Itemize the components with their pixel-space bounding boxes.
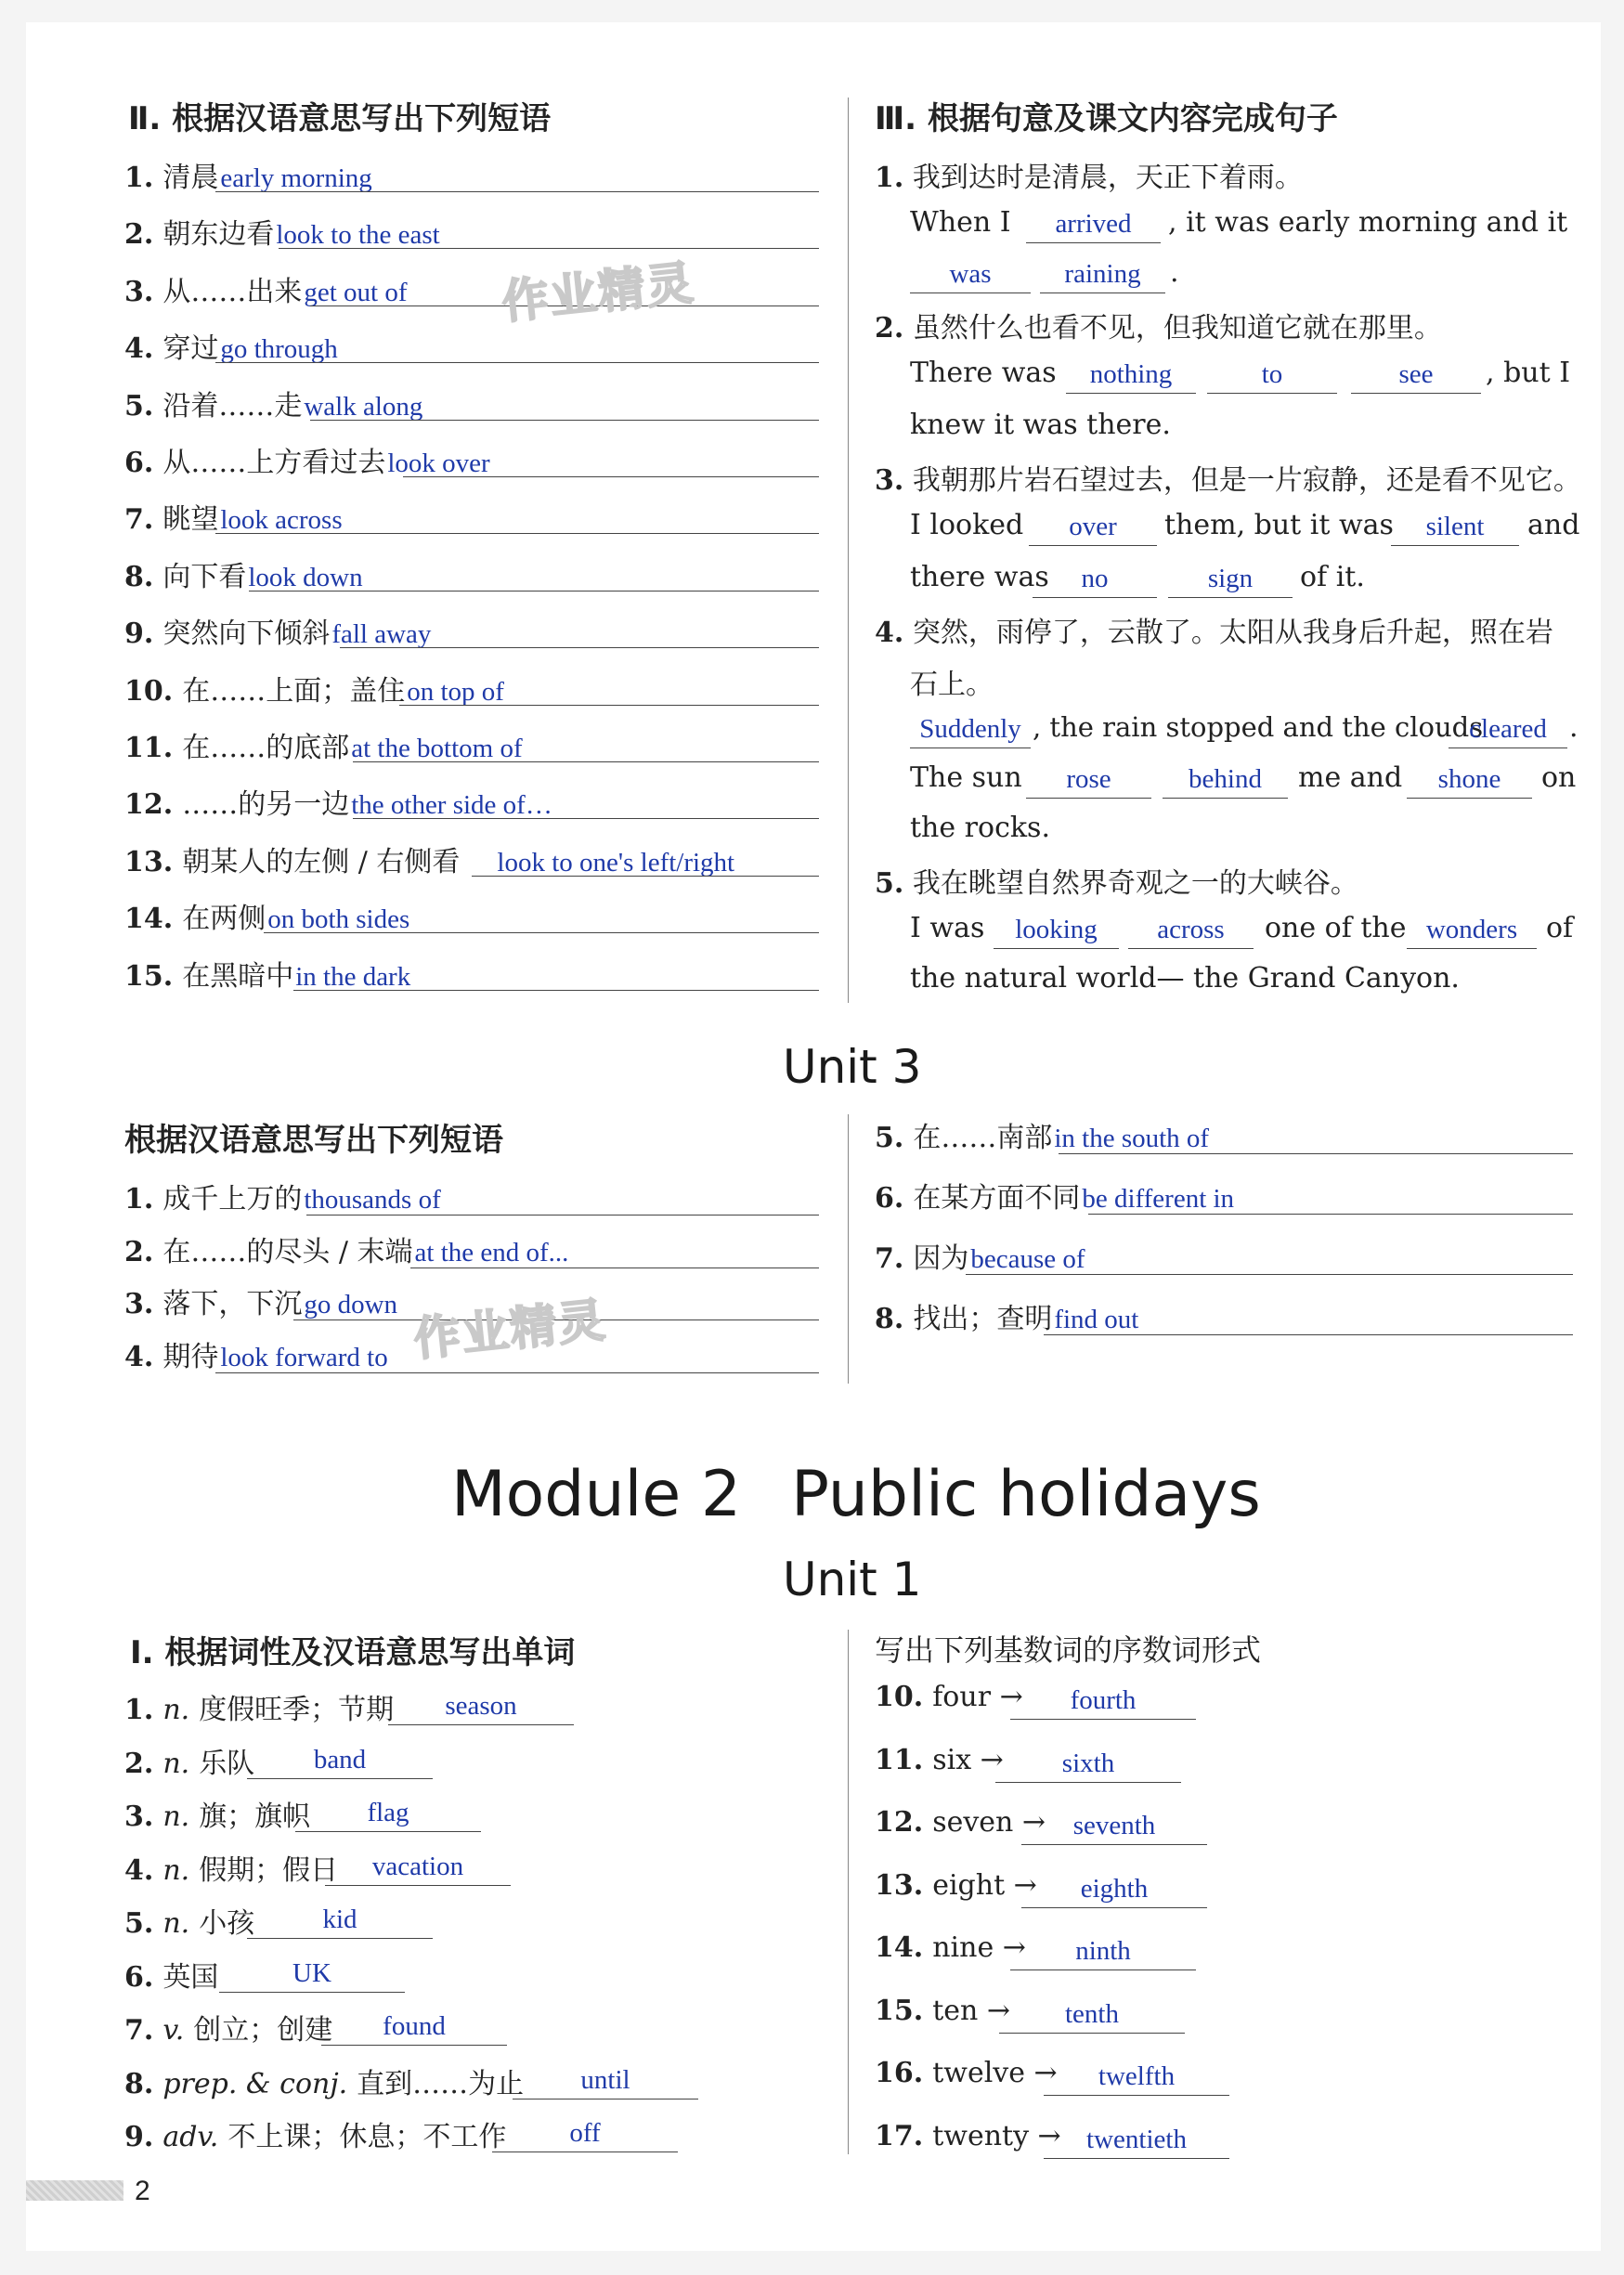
q4-chinese: [875, 609, 1553, 650]
item-chinese: 沿着……走: [162, 389, 303, 422]
answer-blank[interactable]: tenth: [999, 1996, 1185, 2034]
part-of-speech: n.: [162, 1694, 190, 1726]
answer-blank[interactable]: eighth: [1021, 1871, 1207, 1908]
ordinal-row: [875, 2120, 1061, 2152]
item-chinese: 旗；旗帜: [199, 1800, 311, 1833]
item-answer[interactable]: walk along: [304, 391, 423, 422]
phrase-row: [124, 781, 552, 822]
item-answer[interactable]: at the bottom of: [351, 734, 523, 763]
item-number: 15.: [124, 959, 174, 993]
phrase-row: [124, 268, 407, 309]
item-number: 16.: [875, 2057, 924, 2089]
item-number: 15.: [875, 1994, 924, 2027]
phrase-row: [124, 838, 734, 879]
word-row: [124, 1740, 254, 1781]
answer-underline: [306, 1215, 819, 1216]
item-chinese: 朝东边看: [162, 218, 275, 252]
item-chinese: 穿过: [162, 332, 219, 366]
q2-blank-1[interactable]: nothing: [1066, 357, 1196, 394]
item-number: 5.: [124, 389, 154, 422]
q3-blank-4[interactable]: sign: [1168, 561, 1293, 598]
phrase-row: [875, 1114, 1209, 1155]
item-number: 9.: [124, 618, 154, 651]
item-answer[interactable]: thousands of: [304, 1185, 441, 1215]
item-answer[interactable]: because of: [970, 1244, 1085, 1274]
item-chinese: 直到……为止: [357, 2067, 525, 2100]
item-chinese: 小孩: [199, 1907, 255, 1940]
q5-blank-1[interactable]: looking: [994, 912, 1119, 949]
item-number: 7.: [124, 2014, 154, 2047]
item-number: 4.: [124, 332, 154, 366]
part-of-speech: n.: [162, 1853, 190, 1887]
q4-text-b: , the rain stopped and the clouds: [1033, 711, 1484, 743]
answer-blank[interactable]: ninth: [1010, 1933, 1196, 1970]
phrase-row: [124, 211, 440, 252]
item-answer[interactable]: look to the east: [276, 220, 440, 251]
q3-text-f: there was: [910, 561, 1049, 593]
phrase-row: [124, 895, 409, 936]
word-row: [124, 1900, 254, 1941]
item-answer[interactable]: go down: [304, 1290, 398, 1320]
item-number: 9.: [124, 2121, 154, 2153]
item-number: 12.: [124, 788, 174, 822]
q1-blank-3[interactable]: raining: [1040, 256, 1165, 293]
answer-underline: [279, 248, 819, 249]
q5-text-f: of: [1546, 912, 1574, 944]
phrase-row: [124, 154, 372, 195]
q1-text-c: , it was early morning and it: [1168, 206, 1568, 239]
answer-blank[interactable]: sixth: [995, 1746, 1181, 1783]
module2-unit-heading: Unit 1: [783, 1553, 922, 1606]
item-number: 6.: [124, 447, 154, 479]
unit3-title: 根据汉语意思写出下列短语: [124, 1122, 503, 1159]
phrase-row: [875, 1235, 1085, 1276]
item-chinese: 落下，下沉: [162, 1288, 303, 1320]
unit3-divider: [848, 1114, 849, 1384]
answer-blank[interactable]: flag: [295, 1795, 481, 1832]
item-chinese: 创立；创建: [193, 2014, 333, 2047]
item-answer[interactable]: look down: [248, 562, 363, 592]
item-chinese: 在两侧: [182, 903, 266, 936]
q1-text-f: .: [1170, 256, 1179, 289]
item-chinese: 成千上万的: [162, 1183, 303, 1216]
item-number: 3.: [124, 275, 154, 308]
q4-text-d: .: [1569, 711, 1579, 744]
phrase-row: [124, 325, 338, 366]
item-answer[interactable]: be different in: [1082, 1184, 1235, 1214]
q2-prompt: 虽然什么也看不见，但我知道它就在那里。: [912, 312, 1442, 344]
phrase-row: [124, 383, 422, 423]
phrase-row: [124, 610, 431, 651]
q3-blank-1[interactable]: over: [1029, 509, 1157, 546]
item-number: 1.: [124, 1694, 154, 1726]
q5-text-a: I was: [910, 912, 985, 944]
answer-underline: [310, 420, 819, 421]
module2-heading-b: Public holidays: [791, 1458, 1261, 1531]
item-chinese: 期待: [162, 1340, 219, 1373]
q5-blank-3[interactable]: wonders: [1407, 912, 1537, 949]
phrase-row: [124, 496, 343, 537]
q4-text-j: on: [1541, 761, 1577, 794]
item-number: 3.: [124, 1288, 154, 1320]
answer-blank[interactable]: kid: [247, 1902, 433, 1939]
item-chinese: 在……的尽头 / 末端: [162, 1235, 413, 1268]
answer-blank[interactable]: twentieth: [1044, 2122, 1229, 2159]
item-number: 6.: [124, 1960, 154, 1994]
item-chinese: 在黑暗中: [182, 959, 294, 993]
item-number: 7.: [124, 503, 154, 537]
answer-blank[interactable]: found: [321, 2008, 507, 2046]
watermark-logo: 作业精灵: [499, 255, 697, 330]
module2-divider: [848, 1630, 849, 2154]
q5-number: 5.: [875, 867, 904, 900]
item-number: 14.: [875, 1931, 924, 1964]
q3-blank-3[interactable]: no: [1033, 561, 1157, 598]
q4-text-e: The sun: [910, 761, 1022, 794]
item-answer[interactable]: fall away: [331, 619, 432, 650]
phrase-row: [124, 1280, 397, 1321]
item-number: 5.: [124, 1907, 154, 1940]
base-number-word: eight →: [932, 1868, 1037, 1902]
item-chinese: 找出；查明: [913, 1303, 1053, 1335]
part-of-speech: adv.: [162, 2121, 219, 2153]
base-number-word: ten →: [932, 1994, 1011, 2027]
q4-number: 4.: [875, 617, 904, 649]
answer-underline: [249, 591, 819, 592]
item-number: 6.: [875, 1182, 904, 1215]
phrase-row: [875, 1175, 1234, 1216]
item-answer[interactable]: find out: [1054, 1305, 1139, 1334]
item-answer[interactable]: get out of: [304, 277, 408, 307]
q4-blank-3[interactable]: rose: [1026, 761, 1151, 799]
answer-underline: [353, 761, 819, 762]
item-chinese: 不上课；休息；不工作: [227, 2121, 507, 2153]
q5-text-d: one of the: [1265, 912, 1407, 944]
phrase-row: [124, 668, 504, 708]
word-row: [124, 2060, 524, 2101]
part-of-speech: n.: [162, 1747, 190, 1780]
item-answer[interactable]: look to one's left/right: [497, 847, 735, 878]
item-chinese: 清晨: [162, 162, 219, 194]
word-row: [124, 1954, 218, 1995]
part-of-speech: prep. & conj.: [162, 2067, 348, 2100]
module2-heading-a: Module 2: [451, 1458, 742, 1531]
phrase-row: [124, 1228, 568, 1269]
q1-chinese: [875, 154, 1303, 195]
answer-underline: [264, 932, 819, 933]
q4-prompt: 突然，雨停了，云散了。太阳从我身后升起，照在岩: [912, 617, 1553, 649]
answer-underline: [399, 705, 819, 706]
answer-blank[interactable]: band: [247, 1742, 433, 1779]
item-number: 7.: [875, 1242, 904, 1275]
phrase-row: [124, 1176, 441, 1216]
word-row: [124, 1793, 310, 1834]
answer-underline: [1044, 1334, 1573, 1335]
item-number: 2.: [124, 1747, 154, 1780]
answer-blank[interactable]: twelfth: [1044, 2059, 1229, 2096]
q3-prompt: 我朝那片岩石望过去，但是一片寂静，还是看不见它。: [912, 464, 1581, 497]
item-chinese: 乐队: [199, 1747, 255, 1780]
phrase-row: [124, 553, 363, 594]
item-number: 1.: [124, 162, 154, 194]
ordinal-row: [875, 1681, 1023, 1713]
item-chinese: 假期；假日: [199, 1853, 339, 1887]
q4-prompt-cont: 石上。: [910, 669, 994, 701]
q4-blank-4[interactable]: behind: [1163, 761, 1288, 799]
item-answer[interactable]: go through: [220, 334, 338, 365]
word-row: [124, 1686, 394, 1727]
q5-blank-2[interactable]: across: [1128, 912, 1254, 949]
part-of-speech: n.: [162, 1907, 190, 1940]
answer-underline: [1088, 1214, 1573, 1215]
q1-prompt: 我到达时是清晨，天正下着雨。: [912, 162, 1303, 194]
ordinal-row: [875, 1869, 1037, 1902]
item-number: 11.: [124, 732, 174, 764]
item-answer[interactable]: look across: [220, 505, 343, 536]
q5-chinese: [875, 860, 1358, 901]
page-number-bar: [26, 2180, 123, 2201]
ordinal-row: [875, 2057, 1058, 2089]
item-answer[interactable]: on top of: [407, 676, 504, 707]
q3-text-e: and: [1527, 509, 1580, 541]
item-chinese: ……的另一边: [182, 788, 350, 822]
module2-right-title: 写出下列基数词的序数词形式: [875, 1632, 1262, 1668]
item-answer[interactable]: look over: [387, 448, 490, 478]
item-chinese: 突然向下倾斜: [162, 618, 331, 651]
item-number: 8.: [875, 1303, 904, 1335]
item-number: 8.: [124, 2067, 154, 2100]
answer-blank[interactable]: vacation: [325, 1849, 511, 1886]
q2-chinese: [875, 305, 1442, 345]
module2-title: Ⅰ. 根据词性及汉语意思写出单词: [130, 1634, 576, 1671]
item-answer[interactable]: the other side of…: [351, 790, 552, 821]
ordinal-row: [875, 1931, 1026, 1964]
q2-text-a: There was: [910, 357, 1057, 389]
item-number: 2.: [124, 218, 154, 252]
q4-blank-1[interactable]: Suddenly: [910, 711, 1031, 748]
answer-blank[interactable]: off: [492, 2115, 678, 2152]
q3-blank-2[interactable]: silent: [1391, 509, 1519, 546]
unit3-heading: Unit 3: [783, 1040, 922, 1094]
base-number-word: seven →: [932, 1806, 1046, 1839]
item-number: 4.: [124, 1853, 154, 1887]
item-chinese: 在……的底部: [182, 732, 350, 764]
answer-underline: [293, 990, 819, 991]
item-answer[interactable]: look forward to: [220, 1342, 388, 1372]
item-chinese: 在……上面；盖住: [182, 674, 406, 708]
item-chinese: 眺望: [162, 503, 219, 537]
answer-underline: [215, 1372, 819, 1373]
phrase-row: [124, 439, 490, 480]
item-number: 13.: [124, 845, 174, 878]
item-number: 3.: [124, 1800, 154, 1833]
ordinal-row: [875, 1995, 1010, 2027]
item-number: 1.: [124, 1183, 154, 1216]
q3-text-i: of it.: [1300, 561, 1365, 593]
word-row: [124, 2113, 506, 2154]
q4-blank-2[interactable]: cleared: [1449, 711, 1567, 748]
phrase-row: [124, 1333, 388, 1374]
item-number: 14.: [124, 903, 174, 936]
item-chinese: 从……上方看过去: [162, 447, 386, 479]
answer-blank[interactable]: fourth: [1010, 1683, 1196, 1720]
item-chinese: 向下看: [162, 560, 247, 593]
q2-text-f: knew it was there.: [910, 409, 1171, 441]
item-number: 4.: [124, 1340, 154, 1373]
phrase-row: [124, 724, 523, 765]
item-number: 17.: [875, 2119, 924, 2152]
item-chinese: 英国: [162, 1960, 219, 1994]
item-chinese: 朝某人的左侧 / 右侧看: [182, 845, 461, 878]
item-answer[interactable]: early morning: [220, 163, 372, 193]
answer-underline: [472, 876, 819, 877]
item-answer[interactable]: on both sides: [267, 904, 410, 935]
q5-text-g: the natural world— the Grand Canyon.: [910, 962, 1460, 994]
answer-blank[interactable]: UK: [219, 1956, 405, 1993]
q2-blank-3[interactable]: see: [1351, 357, 1481, 394]
answer-underline: [966, 1274, 1573, 1275]
section-3-title: Ⅲ. 根据句意及课文内容完成句子: [875, 100, 1338, 137]
column-divider: [848, 98, 849, 1003]
item-number: 2.: [124, 1235, 154, 1268]
item-number: 10.: [875, 1681, 924, 1713]
q1-blank-2[interactable]: was: [910, 256, 1031, 293]
section-2-title: Ⅱ. 根据汉语意思写出下列短语: [128, 100, 552, 137]
q2-number: 2.: [875, 312, 904, 344]
item-number: 5.: [875, 1122, 904, 1154]
word-row: [124, 2007, 332, 2048]
watermark-logo-2: 作业精灵: [410, 1293, 609, 1367]
answer-underline: [215, 362, 819, 363]
base-number-word: twelve →: [932, 2057, 1058, 2089]
base-number-word: four →: [932, 1681, 1023, 1713]
answer-underline: [215, 533, 819, 534]
base-number-word: six →: [932, 1743, 1004, 1776]
q3-text-a: I looked: [910, 509, 1024, 541]
answer-blank[interactable]: seventh: [1021, 1808, 1207, 1845]
q1-number: 1.: [875, 162, 904, 194]
item-chinese: 在……南部: [913, 1122, 1053, 1154]
item-number: 10.: [124, 674, 174, 708]
item-answer[interactable]: at the end of...: [414, 1237, 569, 1268]
item-chinese: 因为: [913, 1242, 969, 1275]
item-number: 8.: [124, 560, 154, 593]
q3-number: 3.: [875, 464, 904, 497]
q2-text-e: , but I: [1486, 357, 1571, 389]
item-answer[interactable]: in the south of: [1054, 1124, 1210, 1153]
phrase-row: [875, 1295, 1138, 1336]
item-number: 12.: [875, 1806, 924, 1839]
item-chinese: 从……出来: [162, 275, 303, 308]
q1-text-a: When I: [910, 206, 1011, 239]
ordinal-row: [875, 1744, 1004, 1776]
page-number: 2: [135, 2176, 150, 2206]
phrase-row: [124, 953, 410, 994]
item-number: 11.: [875, 1743, 924, 1776]
part-of-speech: v.: [162, 2014, 185, 2047]
base-number-word: twenty →: [932, 2119, 1061, 2152]
q5-prompt: 我在眺望自然界奇观之一的大峡谷。: [912, 867, 1358, 900]
part-of-speech: n.: [162, 1800, 190, 1833]
answer-underline: [340, 647, 819, 648]
item-chinese: 度假旺季；节期: [199, 1694, 395, 1726]
ordinal-row: [875, 1806, 1046, 1839]
base-number-word: nine →: [932, 1931, 1026, 1964]
answer-underline: [353, 818, 819, 819]
q2-blank-2[interactable]: to: [1207, 357, 1337, 394]
q3-chinese: [875, 457, 1581, 498]
q3-text-c: them, but it was: [1164, 509, 1394, 541]
q4-text-h: me and: [1298, 761, 1403, 794]
q1-blank-1[interactable]: arrived: [1026, 206, 1161, 243]
answer-blank[interactable]: season: [388, 1688, 574, 1725]
answer-underline: [1059, 1153, 1573, 1154]
word-row: [124, 1847, 338, 1888]
q4-blank-5[interactable]: shone: [1407, 761, 1532, 799]
q4-text-k: the rocks.: [910, 812, 1050, 844]
item-answer[interactable]: in the dark: [295, 961, 411, 992]
item-number: 13.: [875, 1868, 924, 1902]
answer-underline: [215, 191, 819, 192]
answer-underline: [403, 476, 819, 477]
item-chinese: 在某方面不同: [913, 1182, 1081, 1215]
answer-blank[interactable]: until: [513, 2062, 698, 2100]
